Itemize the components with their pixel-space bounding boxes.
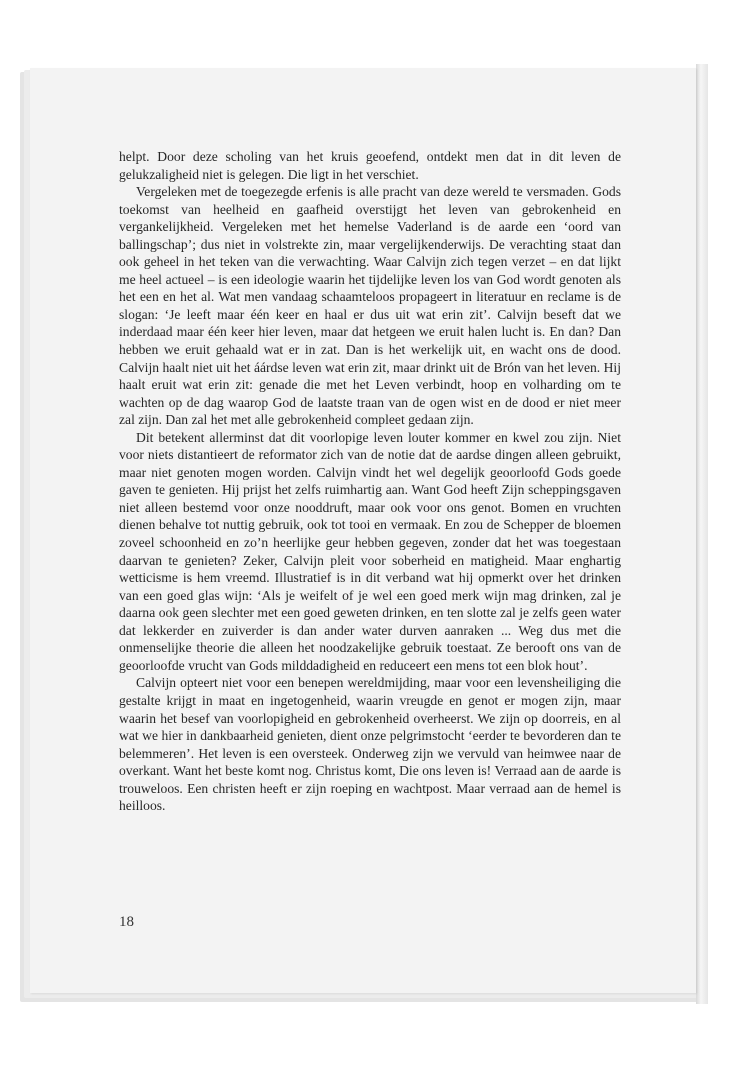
paragraph-4: Calvijn opteert niet voor een benepen wereldmijding, maar voor een levensheiliging die gestalte krijgt in maat en ingetogenheid, waarin vreugde en genot er mogen zijn, maar waarin het besef van voorlopigheid en gebrokenheid overheerst. We zijn op doorreis, en al wat we hier in dankbaarheid genieten, dient onze pelgrimstocht ‘eerder te bevorderen dan te belemmeren’. Het leven is een oversteek. Onderweg zijn we vervuld van heimwee naar de overkant. Want het beste komt nog. Christus komt, Die ons leven is! Verraad aan de aarde is trouweloos. Een christen heeft er zijn roeping en wachtpost. Maar verraad aan de hemel is heilloos. [119, 675, 621, 814]
paragraph-3: Dit betekent allerminst dat dit voorlopige leven louter kommer en kwel zou zijn. Niet voor niets distantieert de reformator zich van de notie dat de aardse dingen alleen gebruikt, maar niet genoten mogen worden. Calvijn vindt het wel degelijk geoorloofd Gods goede gaven te genieten. Hij prijst het zelfs ruimhartig aan. Want God heeft Zijn scheppingsgaven niet alleen bestemd voor onze nooddruft, maar ook voor ons genot. Bomen en vruchten dienen behalve tot nuttig gebruik, ook tot tooi en vermaak. En zou de Schepper de bloemen zoveel schoonheid en zo’n heerlijke geur hebben gegeven, zonder dat het was toegestaan daarvan te genieten? Zeker, Calvijn pleit voor soberheid en matigheid. Maar enghartig wetticisme is hem vreemd. Illustratief is in dit verband wat hij opmerkt over het drinken van een goed glas wijn: ‘Als je weifelt of je wel een goed merk wijn mag drinken, zal je daarna ook geen slechter met een goed geweten drinken, en ten slotte zal je zelfs geen water dat lekkerder en zuiverder is dan ander water durven aanraken ... Weg dus met die onmenselijke theorie die alleen het noodzakelijke gebruik toestaat. Ze berooft ons van de geoorloofde vrucht van Gods milddadigheid en reduceert een mens tot een blok hout’. [119, 429, 621, 673]
paragraph-1: helpt. Door deze scholing van het kruis geoefend, ontdekt men dat in dit leven de gelukzaligheid niet is gelegen. Die ligt in het verschiet. [119, 149, 621, 182]
page-right-edge [696, 64, 708, 1004]
page-number: 18 [119, 914, 134, 930]
paragraph-2: Vergeleken met de toegezegde erfenis is alle pracht van deze wereld te versmaden. Gods toekomst van heelheid en gaafheid overstijgt het leven van gebrokenheid en vergankelijkheid. Vergeleken met het hemelse Vaderland is de aarde een ‘oord van ballingschap’; dus niet in volstrekte zin, maar vergelijkenderwijs. De verachting staat dan ook geheel in het teken van die verwachting. Waar Calvijn zich tegen verzet – en dat lijkt me heel actueel – is een ideologie waarin het tijdelijke leven los van God wordt genoten als het een en het al. Wat men vandaag schaamteloos propageert in literatuur en reclame is de slogan: ‘Je leeft maar één keer en haal er dus uit wat erin zit’. Calvijn beseft dat we inderdaad maar één keer hier leven, maar dat hetgeen we eruit halen lucht is. En dan? Dan hebben we eruit gehaald wat er in zat. Dan is het werkelijk uit, en wacht ons de dood. Calvijn haalt niet uit het áárdse leven wat erin zit, maar drinkt uit de Brón van het leven. Hij haalt eruit wat erin zit: genade die met het Leven verbindt, hoop en volharding om te wachten op de dag waarop God de laatste traan van de ogen wist en de dood er niet meer zal zijn. Dan zal het met alle gebrokenheid compleet gedaan zijn. [119, 184, 621, 428]
body-text [119, 148, 621, 815]
